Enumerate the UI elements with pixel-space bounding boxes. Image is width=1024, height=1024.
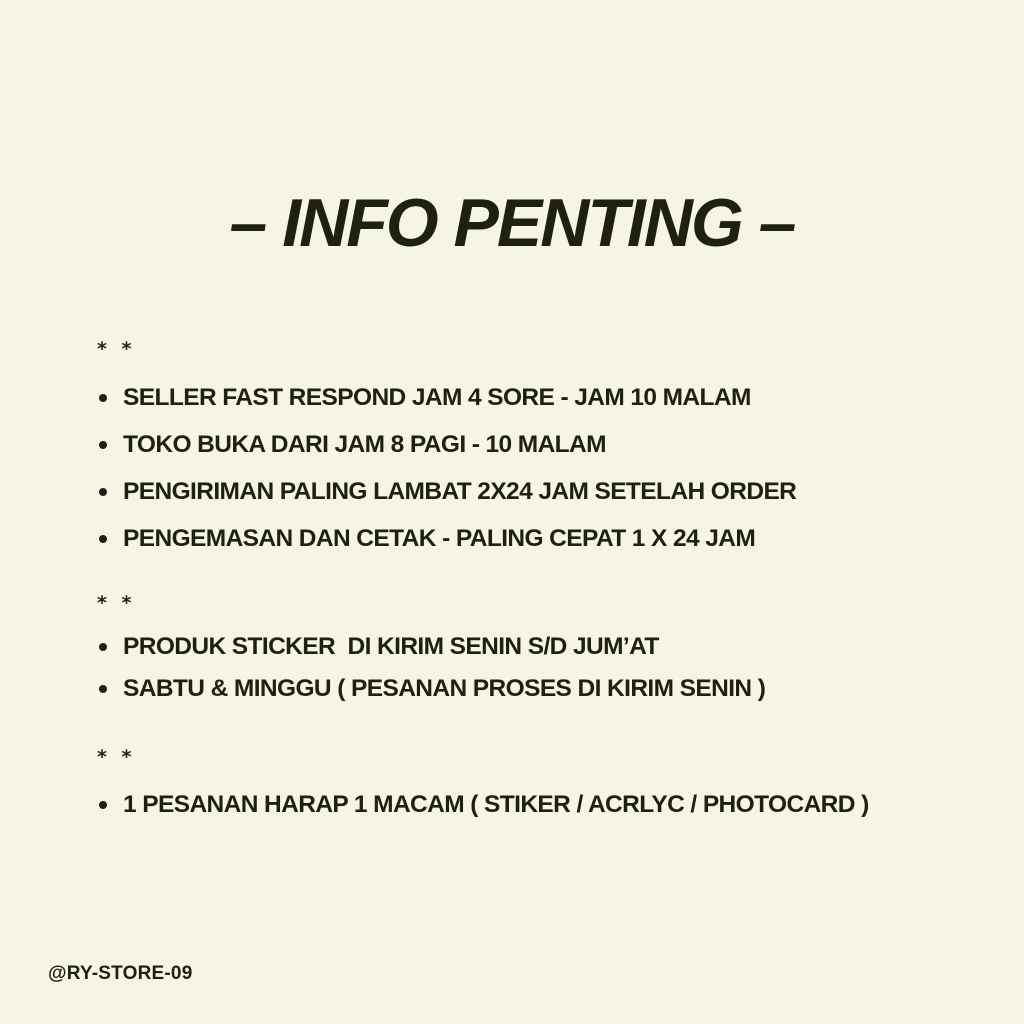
bullet-icon — [99, 441, 107, 449]
bullet-icon — [99, 643, 107, 651]
info-section-2 — [97, 592, 765, 710]
info-list — [97, 626, 765, 710]
list-item-text: SABTU & MINGGU ( PESANAN PROSES DI KIRIM SENIN ) — [123, 675, 766, 702]
store-handle: @RY-STORE-09 — [48, 963, 193, 984]
list-item — [97, 515, 796, 562]
list-item-text: PENGEMASAN DAN CETAK - PALING CEPAT 1 X 24 JAM — [123, 525, 756, 552]
section-marker: * * — [97, 592, 136, 614]
list-item — [97, 421, 796, 468]
bullet-icon — [99, 801, 107, 809]
info-section-1 — [97, 338, 796, 562]
page-title: – INFO PENTING – — [229, 185, 795, 261]
section-marker: * * — [97, 746, 136, 768]
list-item — [97, 782, 869, 828]
bullet-icon — [99, 685, 107, 693]
info-list — [97, 782, 869, 828]
list-item-text: 1 PESANAN HARAP 1 MACAM ( STIKER / ACRLYC / PHOTOCARD ) — [123, 791, 869, 818]
list-item-text: SELLER FAST RESPOND JAM 4 SORE - JAM 10 MALAM — [123, 384, 751, 411]
list-item-text: PENGIRIMAN PALING LAMBAT 2X24 JAM SETELAH ORDER — [123, 478, 797, 505]
list-item — [97, 668, 765, 710]
bullet-icon — [99, 394, 107, 402]
list-item-text: TOKO BUKA DARI JAM 8 PAGI - 10 MALAM — [123, 431, 606, 458]
section-marker: * * — [97, 338, 136, 360]
bullet-icon — [99, 488, 107, 496]
list-item — [97, 468, 796, 515]
bullet-icon — [99, 535, 107, 543]
list-item — [97, 374, 796, 421]
info-list — [97, 374, 796, 562]
list-item-text: PRODUK STICKER DI KIRIM SENIN S/D JUM’AT — [123, 633, 659, 660]
info-section-3 — [97, 746, 869, 828]
list-item — [97, 626, 765, 668]
